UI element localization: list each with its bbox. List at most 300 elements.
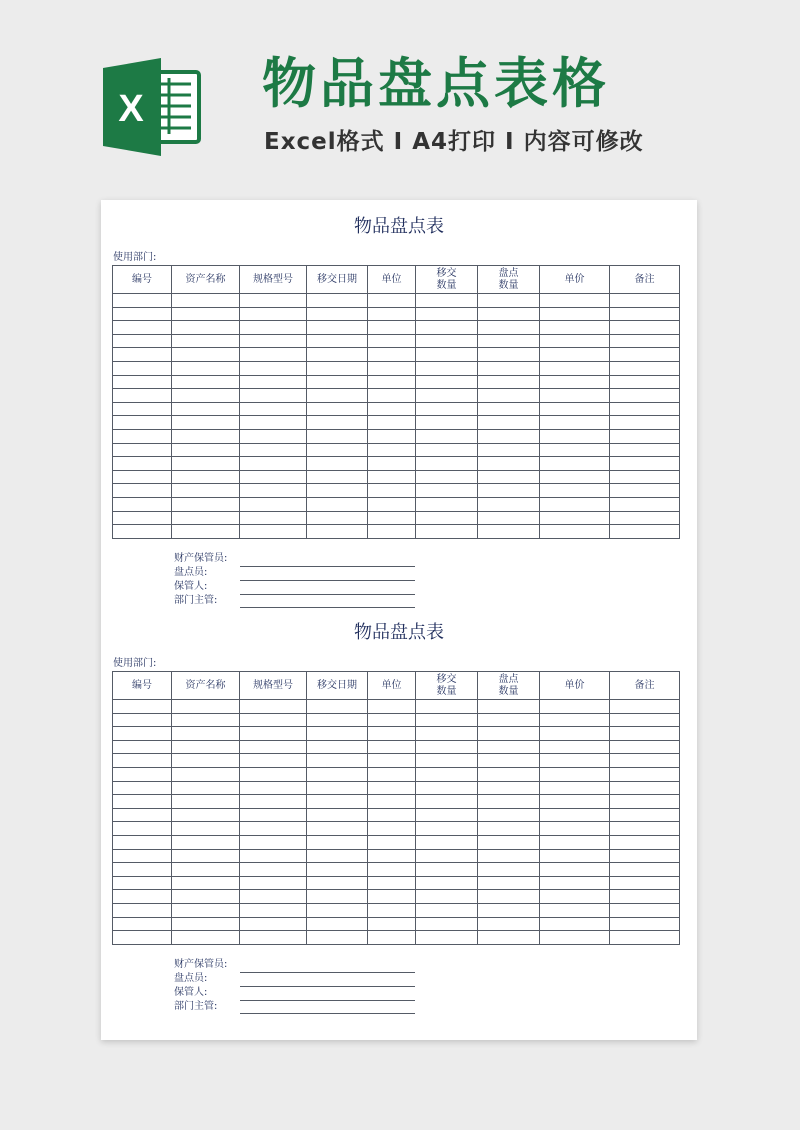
table-cell[interactable] [113, 890, 172, 904]
table-cell[interactable] [368, 375, 416, 389]
table-cell[interactable] [172, 334, 240, 348]
table-cell[interactable] [416, 767, 478, 781]
table-cell[interactable] [478, 429, 540, 443]
table-cell[interactable] [113, 402, 172, 416]
table-cell[interactable] [307, 334, 368, 348]
table-cell[interactable] [610, 294, 680, 308]
table-cell[interactable] [368, 700, 416, 714]
table-cell[interactable] [416, 917, 478, 931]
table-cell[interactable] [172, 822, 240, 836]
table-cell[interactable] [113, 497, 172, 511]
table-cell[interactable] [172, 470, 240, 484]
table-cell[interactable] [610, 348, 680, 362]
table-cell[interactable] [172, 484, 240, 498]
table-cell[interactable] [172, 713, 240, 727]
table-cell[interactable] [307, 497, 368, 511]
table-cell[interactable] [368, 890, 416, 904]
table-cell[interactable] [416, 781, 478, 795]
table-cell[interactable] [478, 470, 540, 484]
table-cell[interactable] [416, 808, 478, 822]
table-cell[interactable] [610, 890, 680, 904]
table-cell[interactable] [610, 863, 680, 877]
table-cell[interactable] [307, 307, 368, 321]
table-cell[interactable] [368, 470, 416, 484]
table-cell[interactable] [307, 484, 368, 498]
table-cell[interactable] [478, 511, 540, 525]
table-cell[interactable] [416, 525, 478, 539]
table-cell[interactable] [368, 334, 416, 348]
table-cell[interactable] [172, 389, 240, 403]
table-cell[interactable] [113, 863, 172, 877]
table-cell[interactable] [307, 389, 368, 403]
table-cell[interactable] [172, 931, 240, 945]
table-cell[interactable] [540, 767, 610, 781]
table-cell[interactable] [610, 307, 680, 321]
table-cell[interactable] [368, 511, 416, 525]
table-cell[interactable] [368, 497, 416, 511]
table-cell[interactable] [416, 389, 478, 403]
table-cell[interactable] [113, 511, 172, 525]
table-cell[interactable] [416, 294, 478, 308]
table-cell[interactable] [307, 808, 368, 822]
table-cell[interactable] [113, 727, 172, 741]
table-cell[interactable] [240, 294, 307, 308]
table-cell[interactable] [610, 808, 680, 822]
table-cell[interactable] [478, 795, 540, 809]
table-cell[interactable] [172, 443, 240, 457]
table-cell[interactable] [540, 294, 610, 308]
table-cell[interactable] [307, 727, 368, 741]
table-cell[interactable] [113, 470, 172, 484]
table-cell[interactable] [368, 822, 416, 836]
table-cell[interactable] [240, 795, 307, 809]
table-cell[interactable] [240, 835, 307, 849]
table-cell[interactable] [113, 781, 172, 795]
table-cell[interactable] [113, 375, 172, 389]
table-cell[interactable] [368, 876, 416, 890]
table-cell[interactable] [610, 470, 680, 484]
table-cell[interactable] [540, 727, 610, 741]
table-cell[interactable] [172, 808, 240, 822]
table-cell[interactable] [540, 822, 610, 836]
table-cell[interactable] [307, 754, 368, 768]
table-cell[interactable] [368, 863, 416, 877]
table-cell[interactable] [307, 767, 368, 781]
table-cell[interactable] [172, 754, 240, 768]
table-cell[interactable] [307, 740, 368, 754]
table-cell[interactable] [540, 497, 610, 511]
table-cell[interactable] [540, 307, 610, 321]
table-cell[interactable] [416, 416, 478, 430]
table-cell[interactable] [113, 348, 172, 362]
table-cell[interactable] [610, 484, 680, 498]
table-cell[interactable] [240, 348, 307, 362]
table-cell[interactable] [478, 903, 540, 917]
signature-line[interactable] [240, 1000, 415, 1001]
table-cell[interactable] [478, 457, 540, 471]
table-cell[interactable] [478, 443, 540, 457]
table-cell[interactable] [240, 457, 307, 471]
table-cell[interactable] [113, 808, 172, 822]
table-cell[interactable] [368, 903, 416, 917]
table-cell[interactable] [113, 795, 172, 809]
table-cell[interactable] [307, 402, 368, 416]
table-cell[interactable] [368, 348, 416, 362]
table-cell[interactable] [172, 917, 240, 931]
table-cell[interactable] [610, 700, 680, 714]
table-cell[interactable] [610, 497, 680, 511]
table-cell[interactable] [416, 740, 478, 754]
table-cell[interactable] [540, 484, 610, 498]
table-cell[interactable] [610, 416, 680, 430]
table-cell[interactable] [540, 849, 610, 863]
table-cell[interactable] [172, 740, 240, 754]
table-cell[interactable] [610, 795, 680, 809]
table-cell[interactable] [478, 740, 540, 754]
table-cell[interactable] [478, 754, 540, 768]
signature-line[interactable] [240, 1013, 415, 1014]
table-cell[interactable] [368, 294, 416, 308]
table-cell[interactable] [113, 321, 172, 335]
table-cell[interactable] [307, 443, 368, 457]
table-cell[interactable] [240, 497, 307, 511]
table-cell[interactable] [307, 429, 368, 443]
table-cell[interactable] [172, 727, 240, 741]
table-cell[interactable] [416, 484, 478, 498]
table-cell[interactable] [113, 767, 172, 781]
table-cell[interactable] [113, 876, 172, 890]
table-cell[interactable] [478, 389, 540, 403]
table-cell[interactable] [240, 890, 307, 904]
table-cell[interactable] [307, 890, 368, 904]
table-cell[interactable] [113, 822, 172, 836]
table-cell[interactable] [240, 931, 307, 945]
table-cell[interactable] [307, 416, 368, 430]
table-cell[interactable] [113, 849, 172, 863]
table-cell[interactable] [307, 795, 368, 809]
table-cell[interactable] [172, 402, 240, 416]
table-cell[interactable] [307, 700, 368, 714]
table-cell[interactable] [478, 890, 540, 904]
table-cell[interactable] [368, 416, 416, 430]
table-cell[interactable] [240, 416, 307, 430]
table-cell[interactable] [240, 375, 307, 389]
table-cell[interactable] [478, 334, 540, 348]
table-cell[interactable] [416, 822, 478, 836]
table-cell[interactable] [416, 795, 478, 809]
table-cell[interactable] [610, 389, 680, 403]
table-cell[interactable] [416, 754, 478, 768]
table-cell[interactable] [240, 389, 307, 403]
signature-line[interactable] [240, 594, 415, 595]
table-cell[interactable] [610, 429, 680, 443]
table-cell[interactable] [478, 876, 540, 890]
table-cell[interactable] [172, 307, 240, 321]
table-cell[interactable] [610, 402, 680, 416]
table-cell[interactable] [307, 294, 368, 308]
table-cell[interactable] [610, 740, 680, 754]
table-cell[interactable] [113, 443, 172, 457]
table-cell[interactable] [172, 511, 240, 525]
table-cell[interactable] [610, 321, 680, 335]
table-cell[interactable] [478, 808, 540, 822]
table-cell[interactable] [416, 375, 478, 389]
table-cell[interactable] [416, 876, 478, 890]
table-cell[interactable] [113, 429, 172, 443]
table-cell[interactable] [240, 511, 307, 525]
table-cell[interactable] [540, 700, 610, 714]
table-cell[interactable] [113, 740, 172, 754]
table-cell[interactable] [540, 931, 610, 945]
table-cell[interactable] [610, 375, 680, 389]
table-cell[interactable] [172, 767, 240, 781]
table-cell[interactable] [368, 781, 416, 795]
signature-line[interactable] [240, 580, 415, 581]
table-cell[interactable] [540, 795, 610, 809]
table-cell[interactable] [416, 334, 478, 348]
table-cell[interactable] [478, 497, 540, 511]
table-cell[interactable] [113, 389, 172, 403]
table-cell[interactable] [478, 767, 540, 781]
table-cell[interactable] [368, 402, 416, 416]
table-cell[interactable] [368, 917, 416, 931]
table-cell[interactable] [307, 525, 368, 539]
table-cell[interactable] [240, 334, 307, 348]
table-cell[interactable] [113, 903, 172, 917]
table-cell[interactable] [172, 876, 240, 890]
table-cell[interactable] [172, 525, 240, 539]
table-cell[interactable] [478, 713, 540, 727]
table-cell[interactable] [416, 511, 478, 525]
table-cell[interactable] [113, 931, 172, 945]
table-cell[interactable] [172, 863, 240, 877]
table-cell[interactable] [113, 307, 172, 321]
table-cell[interactable] [307, 917, 368, 931]
table-cell[interactable] [113, 700, 172, 714]
table-cell[interactable] [478, 849, 540, 863]
table-cell[interactable] [540, 808, 610, 822]
table-cell[interactable] [240, 361, 307, 375]
table-cell[interactable] [540, 525, 610, 539]
table-cell[interactable] [113, 361, 172, 375]
table-cell[interactable] [416, 849, 478, 863]
table-cell[interactable] [307, 863, 368, 877]
table-cell[interactable] [540, 903, 610, 917]
table-cell[interactable] [540, 863, 610, 877]
table-cell[interactable] [113, 294, 172, 308]
table-cell[interactable] [172, 294, 240, 308]
table-cell[interactable] [478, 348, 540, 362]
table-cell[interactable] [240, 808, 307, 822]
table-cell[interactable] [416, 713, 478, 727]
table-cell[interactable] [307, 835, 368, 849]
table-cell[interactable] [240, 429, 307, 443]
table-cell[interactable] [240, 727, 307, 741]
table-cell[interactable] [368, 443, 416, 457]
signature-line[interactable] [240, 566, 415, 567]
table-cell[interactable] [240, 863, 307, 877]
table-cell[interactable] [540, 443, 610, 457]
table-cell[interactable] [240, 402, 307, 416]
table-cell[interactable] [540, 781, 610, 795]
table-cell[interactable] [113, 457, 172, 471]
table-cell[interactable] [540, 416, 610, 430]
table-cell[interactable] [540, 470, 610, 484]
table-cell[interactable] [240, 484, 307, 498]
table-cell[interactable] [610, 713, 680, 727]
table-cell[interactable] [540, 876, 610, 890]
table-cell[interactable] [478, 307, 540, 321]
table-cell[interactable] [478, 294, 540, 308]
table-cell[interactable] [478, 917, 540, 931]
table-cell[interactable] [540, 334, 610, 348]
table-cell[interactable] [368, 361, 416, 375]
table-cell[interactable] [610, 727, 680, 741]
table-cell[interactable] [540, 321, 610, 335]
table-cell[interactable] [172, 849, 240, 863]
table-cell[interactable] [307, 849, 368, 863]
table-cell[interactable] [368, 795, 416, 809]
table-cell[interactable] [240, 754, 307, 768]
table-cell[interactable] [240, 307, 307, 321]
table-cell[interactable] [610, 822, 680, 836]
table-cell[interactable] [416, 931, 478, 945]
table-cell[interactable] [307, 348, 368, 362]
table-cell[interactable] [416, 402, 478, 416]
table-cell[interactable] [368, 727, 416, 741]
table-cell[interactable] [172, 348, 240, 362]
table-cell[interactable] [307, 931, 368, 945]
table-cell[interactable] [540, 754, 610, 768]
table-cell[interactable] [540, 890, 610, 904]
table-cell[interactable] [540, 740, 610, 754]
table-cell[interactable] [113, 713, 172, 727]
table-cell[interactable] [240, 849, 307, 863]
signature-line[interactable] [240, 986, 415, 987]
table-cell[interactable] [610, 903, 680, 917]
table-cell[interactable] [610, 876, 680, 890]
table-cell[interactable] [478, 931, 540, 945]
table-cell[interactable] [478, 402, 540, 416]
table-cell[interactable] [416, 307, 478, 321]
table-cell[interactable] [113, 525, 172, 539]
table-cell[interactable] [172, 795, 240, 809]
table-cell[interactable] [307, 781, 368, 795]
table-cell[interactable] [416, 890, 478, 904]
table-cell[interactable] [610, 443, 680, 457]
table-cell[interactable] [307, 361, 368, 375]
table-cell[interactable] [478, 484, 540, 498]
table-cell[interactable] [416, 835, 478, 849]
table-cell[interactable] [540, 429, 610, 443]
table-cell[interactable] [307, 713, 368, 727]
table-cell[interactable] [172, 835, 240, 849]
table-cell[interactable] [307, 876, 368, 890]
table-cell[interactable] [368, 931, 416, 945]
table-cell[interactable] [113, 835, 172, 849]
table-cell[interactable] [240, 767, 307, 781]
table-cell[interactable] [540, 713, 610, 727]
table-cell[interactable] [540, 402, 610, 416]
table-cell[interactable] [610, 754, 680, 768]
table-cell[interactable] [478, 727, 540, 741]
table-cell[interactable] [540, 835, 610, 849]
table-cell[interactable] [478, 416, 540, 430]
table-cell[interactable] [416, 457, 478, 471]
table-cell[interactable] [416, 321, 478, 335]
table-cell[interactable] [610, 511, 680, 525]
table-cell[interactable] [478, 321, 540, 335]
table-cell[interactable] [240, 443, 307, 457]
table-cell[interactable] [307, 903, 368, 917]
table-cell[interactable] [610, 361, 680, 375]
table-cell[interactable] [368, 389, 416, 403]
table-cell[interactable] [240, 700, 307, 714]
table-cell[interactable] [478, 835, 540, 849]
table-cell[interactable] [368, 849, 416, 863]
table-cell[interactable] [540, 917, 610, 931]
table-cell[interactable] [610, 835, 680, 849]
table-cell[interactable] [172, 781, 240, 795]
table-cell[interactable] [240, 781, 307, 795]
table-cell[interactable] [478, 863, 540, 877]
table-cell[interactable] [368, 429, 416, 443]
table-cell[interactable] [307, 321, 368, 335]
table-cell[interactable] [240, 321, 307, 335]
table-cell[interactable] [416, 863, 478, 877]
table-cell[interactable] [240, 903, 307, 917]
table-cell[interactable] [610, 457, 680, 471]
table-cell[interactable] [240, 740, 307, 754]
table-cell[interactable] [172, 700, 240, 714]
table-cell[interactable] [240, 822, 307, 836]
table-cell[interactable] [416, 361, 478, 375]
table-cell[interactable] [368, 307, 416, 321]
table-cell[interactable] [368, 484, 416, 498]
table-cell[interactable] [416, 429, 478, 443]
table-cell[interactable] [540, 375, 610, 389]
table-cell[interactable] [172, 375, 240, 389]
table-cell[interactable] [172, 321, 240, 335]
table-cell[interactable] [416, 903, 478, 917]
table-cell[interactable] [478, 700, 540, 714]
table-cell[interactable] [478, 375, 540, 389]
table-cell[interactable] [416, 700, 478, 714]
table-cell[interactable] [240, 917, 307, 931]
table-cell[interactable] [368, 767, 416, 781]
table-cell[interactable] [172, 416, 240, 430]
table-cell[interactable] [172, 457, 240, 471]
table-cell[interactable] [610, 931, 680, 945]
table-cell[interactable] [307, 457, 368, 471]
table-cell[interactable] [540, 389, 610, 403]
table-cell[interactable] [172, 497, 240, 511]
table-cell[interactable] [368, 835, 416, 849]
table-cell[interactable] [540, 511, 610, 525]
table-cell[interactable] [240, 876, 307, 890]
table-cell[interactable] [113, 917, 172, 931]
table-cell[interactable] [113, 754, 172, 768]
table-cell[interactable] [368, 321, 416, 335]
table-cell[interactable] [240, 525, 307, 539]
table-cell[interactable] [307, 822, 368, 836]
table-cell[interactable] [416, 470, 478, 484]
table-cell[interactable] [172, 361, 240, 375]
table-cell[interactable] [540, 348, 610, 362]
table-cell[interactable] [610, 781, 680, 795]
table-cell[interactable] [540, 457, 610, 471]
table-cell[interactable] [610, 334, 680, 348]
